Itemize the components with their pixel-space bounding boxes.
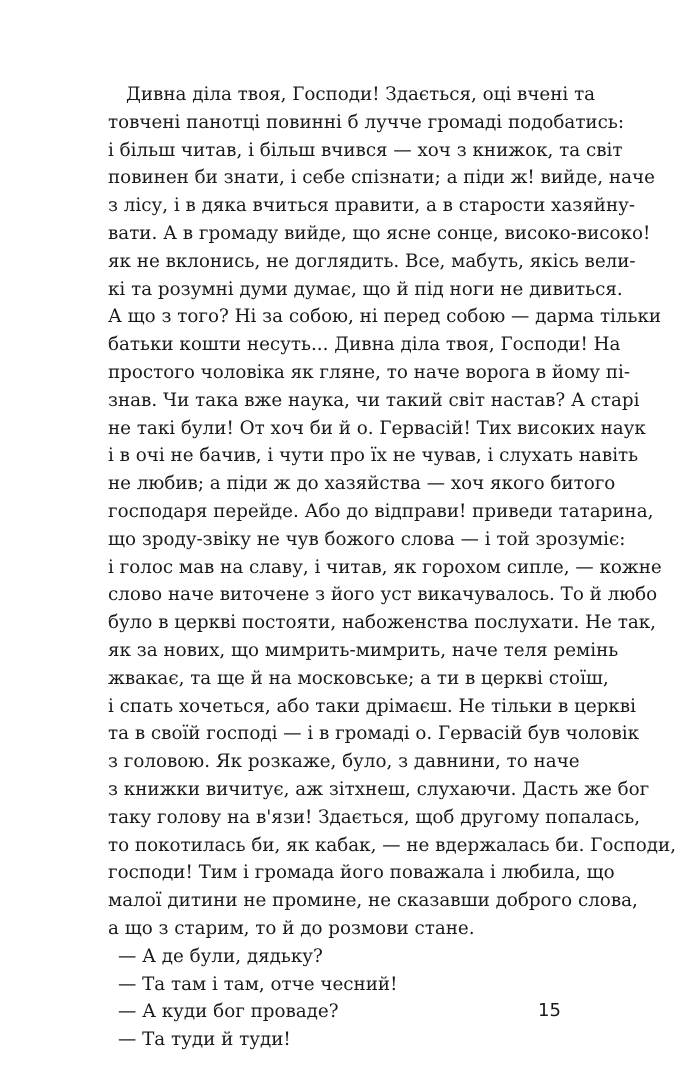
text-line: не такі були! От хоч би й о. Гервасій! Тих високих наук: [108, 417, 646, 439]
text-line: слово наче виточене з його уст викачувалось. То й любо: [108, 584, 658, 606]
text-line: як за нових, що мимрить-мимрить, наче теля ремінь: [108, 639, 619, 661]
text-line: вати. А в громаду вийде, що ясне сонце, високо-високо!: [108, 222, 651, 244]
dialogue-line: — А де були, дядьку?: [118, 945, 323, 967]
dialogue-line: — А куди бог проваде?: [118, 1001, 339, 1023]
text-line: то покотилась би, як кабак, — не вдержалась би. Господи,: [108, 834, 677, 856]
text-line: з книжки вичитує, аж зітхнеш, слухаючи. Дасть же бог: [108, 778, 650, 800]
text-line: та в своїй господі — і в громаді о. Гервасій був чоловік: [108, 723, 640, 745]
text-line: малої дитини не промине, не сказавши доброго слова,: [108, 890, 638, 912]
text-line: товчені панотці повинні б лучче громаді подобатись:: [108, 111, 624, 133]
dialogue-line: — Та там і там, отче чесний!: [118, 973, 398, 995]
text-line: повинен би знати, і себе спізнати; а піди ж! вийде, наче: [108, 167, 655, 189]
text-line: з лісу, і в дяка вчиться правити, а в старости хазяйну-: [108, 195, 636, 217]
text-line: і спать хочеться, або таки дрімаєш. Не тільки в церкві: [108, 695, 636, 717]
text-line: простого чоловіка як гляне, то наче ворога в йому пі-: [108, 361, 631, 383]
text-line: жвакає, та ще й на московське; а ти в церкві стоїш,: [108, 667, 609, 689]
text-line: і більш читав, і більш вчився — хоч з книжок, та світ: [108, 139, 623, 161]
text-line: було в церкві постояти, набоженства послухати. Не так,: [108, 612, 656, 634]
text-line: Дивна діла твоя, Господи! Здається, оці вчені та: [126, 84, 596, 105]
text-line: кі та розумні думи думає, що й під ноги не дивиться.: [108, 278, 623, 300]
text-line: що зроду-звіку не чув божого слова — і той зрозуміє:: [108, 528, 626, 550]
text-line: таку голову на в'язи! Здається, щоб другому попалась,: [108, 806, 641, 828]
text-line: і в очі не бачив, і чути про їх не чував, і слухать навіть: [108, 445, 639, 467]
text-line: і голос мав на славу, і читав, як горохом сипле, — кожне: [108, 556, 662, 578]
page-number: 15: [538, 1000, 561, 1021]
text-line: як не вклонись, не доглядить. Все, мабуть, якісь вели-: [108, 250, 636, 272]
text-line: з головою. Як розкаже, було, з давнини, то наче: [108, 751, 580, 773]
text-line: господаря перейде. Або до відправи! приведи татарина,: [108, 500, 654, 522]
text-line: а що з старим, то й до розмови стане.: [108, 917, 475, 939]
body-text: [108, 81, 677, 1054]
text-line: знав. Чи така вже наука, чи такий світ настав? А старі: [108, 389, 640, 411]
text-line: господи! Тим і громада його поважала і любила, що: [108, 862, 615, 884]
text-line: не любив; а піди ж до хазяйства — хоч якого битого: [108, 473, 616, 495]
dialogue-line: — Та туди й туди!: [118, 1029, 291, 1051]
text-line: батьки кошти несуть... Дивна діла твоя, Господи! На: [108, 334, 621, 356]
text-line: А що з того? Ні за собою, ні перед собою — дарма тільки: [108, 306, 662, 328]
